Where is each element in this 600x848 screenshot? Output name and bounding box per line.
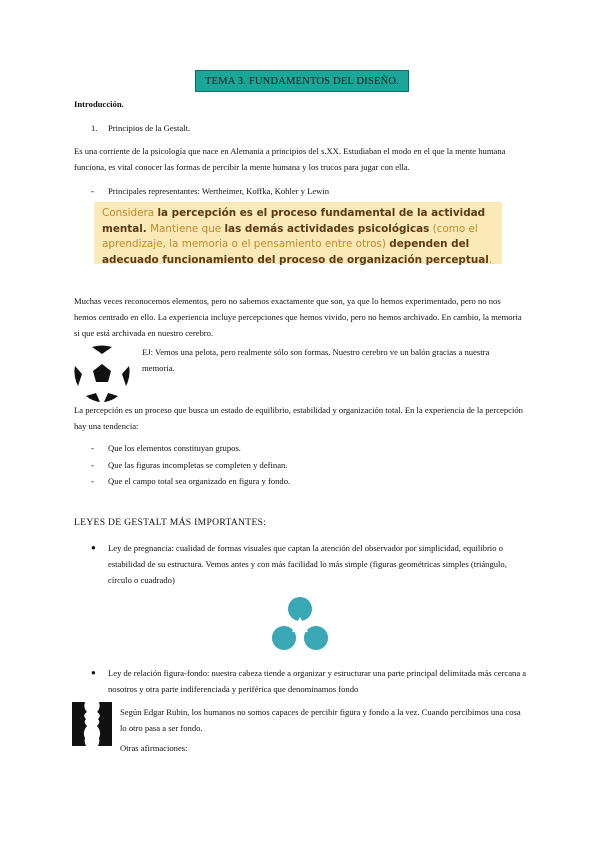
law-pregnancy-text: Ley de pregnancia: cualidad de formas visuales que captan la atención del observador por simplicidad, equilibrio o estabilidad de su estructura. Vemos antes y con más facilidad lo más simple (figuras geométricas simples (triángulo, círculo o cuadrado) — [108, 543, 507, 585]
law-figure-ground-text: Ley de relación figura-fondo: nuestra cabeza tiende a organizar y estructurar una parte principal delimitada más cercana a nosotros y otra parte indiferenciada y periférica que denominamos fondo — [108, 668, 527, 694]
section-number: 1. — [91, 123, 98, 133]
section-heading: Principios de la Gestalt. — [108, 123, 191, 133]
document-title: TEMA 3. FUNDAMENTOS DEL DISEÑO. — [195, 70, 409, 92]
tendency-item: Que los elementos constituyan grupos. — [108, 443, 241, 453]
dot-bullet: ● — [91, 668, 96, 677]
dash-bullet: - — [91, 476, 94, 486]
representatives-text: Principales representantes: Wertheimer, Koffka, Kohler y Lewin — [108, 186, 330, 196]
dash-bullet: - — [91, 443, 94, 453]
other-statements: Otras afirmaciones: — [120, 743, 188, 753]
tendency-item: Que el campo total sea organizado en figura y fondo. — [108, 476, 291, 486]
paragraph-perception: La percepción es un proceso que busca un estado de equilibrio, estabilidad y organización total. En la experiencia de la percepción hay una tendencia: — [74, 405, 523, 431]
paragraph-intro: Es una corriente de la psicología que nace en Alemania a principios del s.XX. Estudiaban el modo en el que la mente humana funciona, es vital conocer las formas de percibir la mente humana y los trucos para jugar con ella. — [74, 146, 506, 172]
trefoil-icon — [272, 596, 328, 652]
tendency-item: Que las figuras incompletas se completen y definan. — [108, 460, 288, 470]
highlight-quote-box — [94, 202, 502, 264]
quote-text: Considera la percepción es el proceso fundamental de la actividad mental. Mantiene que las demás actividades psicológicas (como el aprendizaje, la memoria o el pensamiento entre otros) dependen del adecuado funcionamiento del proceso de organización perceptual. — [102, 207, 493, 266]
soccer-ball-icon — [72, 344, 132, 404]
dash-bullet: - — [91, 186, 94, 196]
ball-example-text: EJ: Vemos una pelota, pero realmente sólo son formas. Nuestro cerebro ve un balón gracias a nuestra memoria. — [142, 347, 490, 373]
dot-bullet: ● — [91, 543, 96, 552]
paragraph-experience: Muchas veces reconocemos elementos, pero no sabemos exactamente que son, ya que lo hemos experimentado, pero no nos hemos centrado en ello. La experiencia incluye percepciones que hemos vivido, pero no hemos archivado. En cambio, la memoria si que está archivada en nuestro cerebro. — [74, 296, 522, 338]
laws-heading: LEYES DE GESTALT MÁS IMPORTANTES: — [74, 517, 267, 528]
rubin-text: Según Edgar Rubin, los humanos no somos capaces de percibir figura y fondo a la vez. Cuando percibimos una cosa lo otro pasa a ser fondo. — [120, 707, 521, 733]
dash-bullet: - — [91, 460, 94, 470]
rubin-vase-icon — [72, 702, 112, 746]
intro-heading: Introducción. — [74, 99, 124, 109]
